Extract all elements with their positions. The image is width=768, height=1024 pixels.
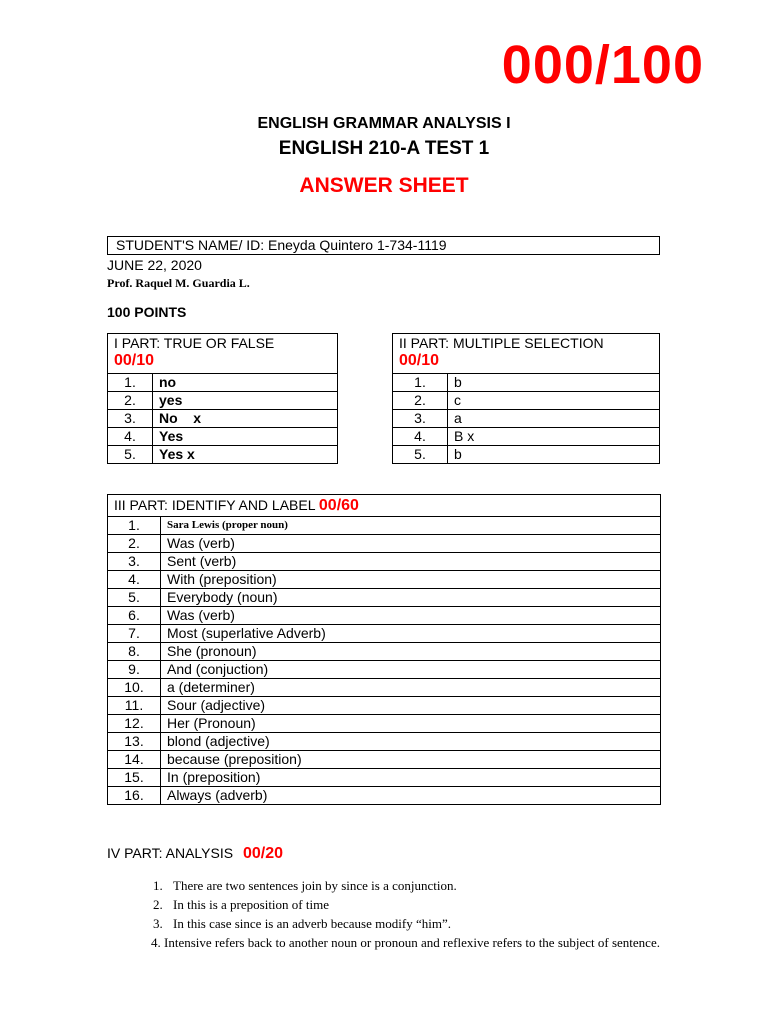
row-answer: because (preposition) [161,751,661,769]
row-answer: yes [153,392,338,410]
row-answer: Yes [153,428,338,446]
row-number: 3. [108,553,161,571]
table-row [108,643,661,661]
row-number: 7. [108,625,161,643]
row-number: 16. [108,787,161,805]
row-number: 15. [108,769,161,787]
professor-name: Prof. Raquel M. Guardia L. [107,276,250,290]
table-row [108,679,661,697]
row-number: 12. [108,715,161,733]
answer-sheet-title: ANSWER SHEET [299,174,469,197]
row-number: 1. [393,374,448,392]
row-number: 4. [108,571,161,589]
table-row [108,697,661,715]
table-row [393,428,660,446]
row-answer: B x [448,428,660,446]
row-answer: And (conjuction) [161,661,661,679]
row-number: 2. [108,392,153,410]
row-answer: Yes x [153,446,338,464]
row-answer: She (pronoun) [161,643,661,661]
table-row [393,410,660,428]
row-answer: Sara Lewis (proper noun) [161,517,661,535]
list-item [153,914,661,933]
table-row [393,374,660,392]
row-number: 5. [108,446,153,464]
table-row [108,733,661,751]
row-number: 2. [393,392,448,410]
table-row [108,589,661,607]
course-title: ENGLISH GRAMMAR ANALYSIS I [257,115,511,132]
row-number: 9. [108,661,161,679]
item-number: 3. [153,916,163,931]
row-answer: Sent (verb) [161,553,661,571]
part3-table [107,494,661,805]
table-row [108,428,338,446]
row-number: 10. [108,679,161,697]
row-answer: a (determiner) [161,679,661,697]
table-row [108,392,338,410]
row-number: 6. [108,607,161,625]
item-text: In this case since is an adverb because modify “him”. [173,916,451,931]
analysis-list [153,876,661,953]
row-answer: b [448,446,660,464]
item-text: There are two sentences join by since is a conjunction. [173,878,457,893]
row-number: 3. [108,410,153,428]
item-text: In this is a preposition of time [173,897,329,912]
total-points: 100 POINTS [107,304,187,320]
table-row [108,374,338,392]
part3-title: III PART: IDENTIFY AND LABEL [114,497,315,513]
part2-title: II PART: MULTIPLE SELECTION [399,335,604,351]
row-answer: a [448,410,660,428]
item-number: 1. [153,878,163,893]
test-title: ENGLISH 210-A TEST 1 [278,138,490,159]
part1-table [107,333,338,464]
row-number: 11. [108,697,161,715]
table-row [108,751,661,769]
row-answer: With (preposition) [161,571,661,589]
part3-header [108,495,661,517]
row-number: 4. [393,428,448,446]
table-row [108,446,338,464]
row-number: 5. [108,589,161,607]
row-answer: b [448,374,660,392]
table-row [108,769,661,787]
item-number: 2. [153,897,163,912]
row-number: 4. [108,428,153,446]
row-number: 14. [108,751,161,769]
total-score: 000/100 [501,35,704,95]
row-answer: c [448,392,660,410]
table-row [108,607,661,625]
table-row [108,715,661,733]
list-item: 4. Intensive refers back to another noun or pronoun and reflexive refers to the subject of sentence. [151,935,660,950]
row-answer: Most (superlative Adverb) [161,625,661,643]
row-number: 13. [108,733,161,751]
part3-score: 00/60 [318,497,359,514]
row-number: 3. [393,410,448,428]
part4-title: IV PART: ANALYSIS [107,845,234,861]
row-answer: Everybody (noun) [161,589,661,607]
row-answer: Was (verb) [161,607,661,625]
table-row [108,787,661,805]
part1-score: 00/10 [114,352,155,369]
part4-header [107,845,283,863]
row-number: 5. [393,446,448,464]
row-answer: Was (verb) [161,535,661,553]
table-row [108,553,661,571]
row-answer: In (preposition) [161,769,661,787]
table-row [108,661,661,679]
row-number: 2. [108,535,161,553]
student-name-field: STUDENT'S NAME/ ID: Eneyda Quintero 1-734-1119 [107,236,660,255]
list-item [153,876,661,895]
row-answer: Sour (adjective) [161,697,661,715]
part4-score: 00/20 [242,845,283,862]
row-number: 1. [108,517,161,535]
row-number: 1. [108,374,153,392]
row-answer: Always (adverb) [161,787,661,805]
table-row [393,392,660,410]
part2-header [393,334,660,374]
row-answer: Her (Pronoun) [161,715,661,733]
table-row [108,535,661,553]
row-answer: No x [153,410,338,428]
row-answer: blond (adjective) [161,733,661,751]
table-row [108,410,338,428]
part2-score: 00/10 [399,352,440,369]
test-date: JUNE 22, 2020 [107,257,202,273]
part2-table [392,333,660,464]
table-row [108,571,661,589]
part1-title: I PART: TRUE OR FALSE [114,335,275,351]
table-row [108,517,661,535]
row-answer: no [153,374,338,392]
list-item [153,895,661,914]
table-row [393,446,660,464]
part1-header [108,334,338,374]
row-number: 8. [108,643,161,661]
table-row [108,625,661,643]
